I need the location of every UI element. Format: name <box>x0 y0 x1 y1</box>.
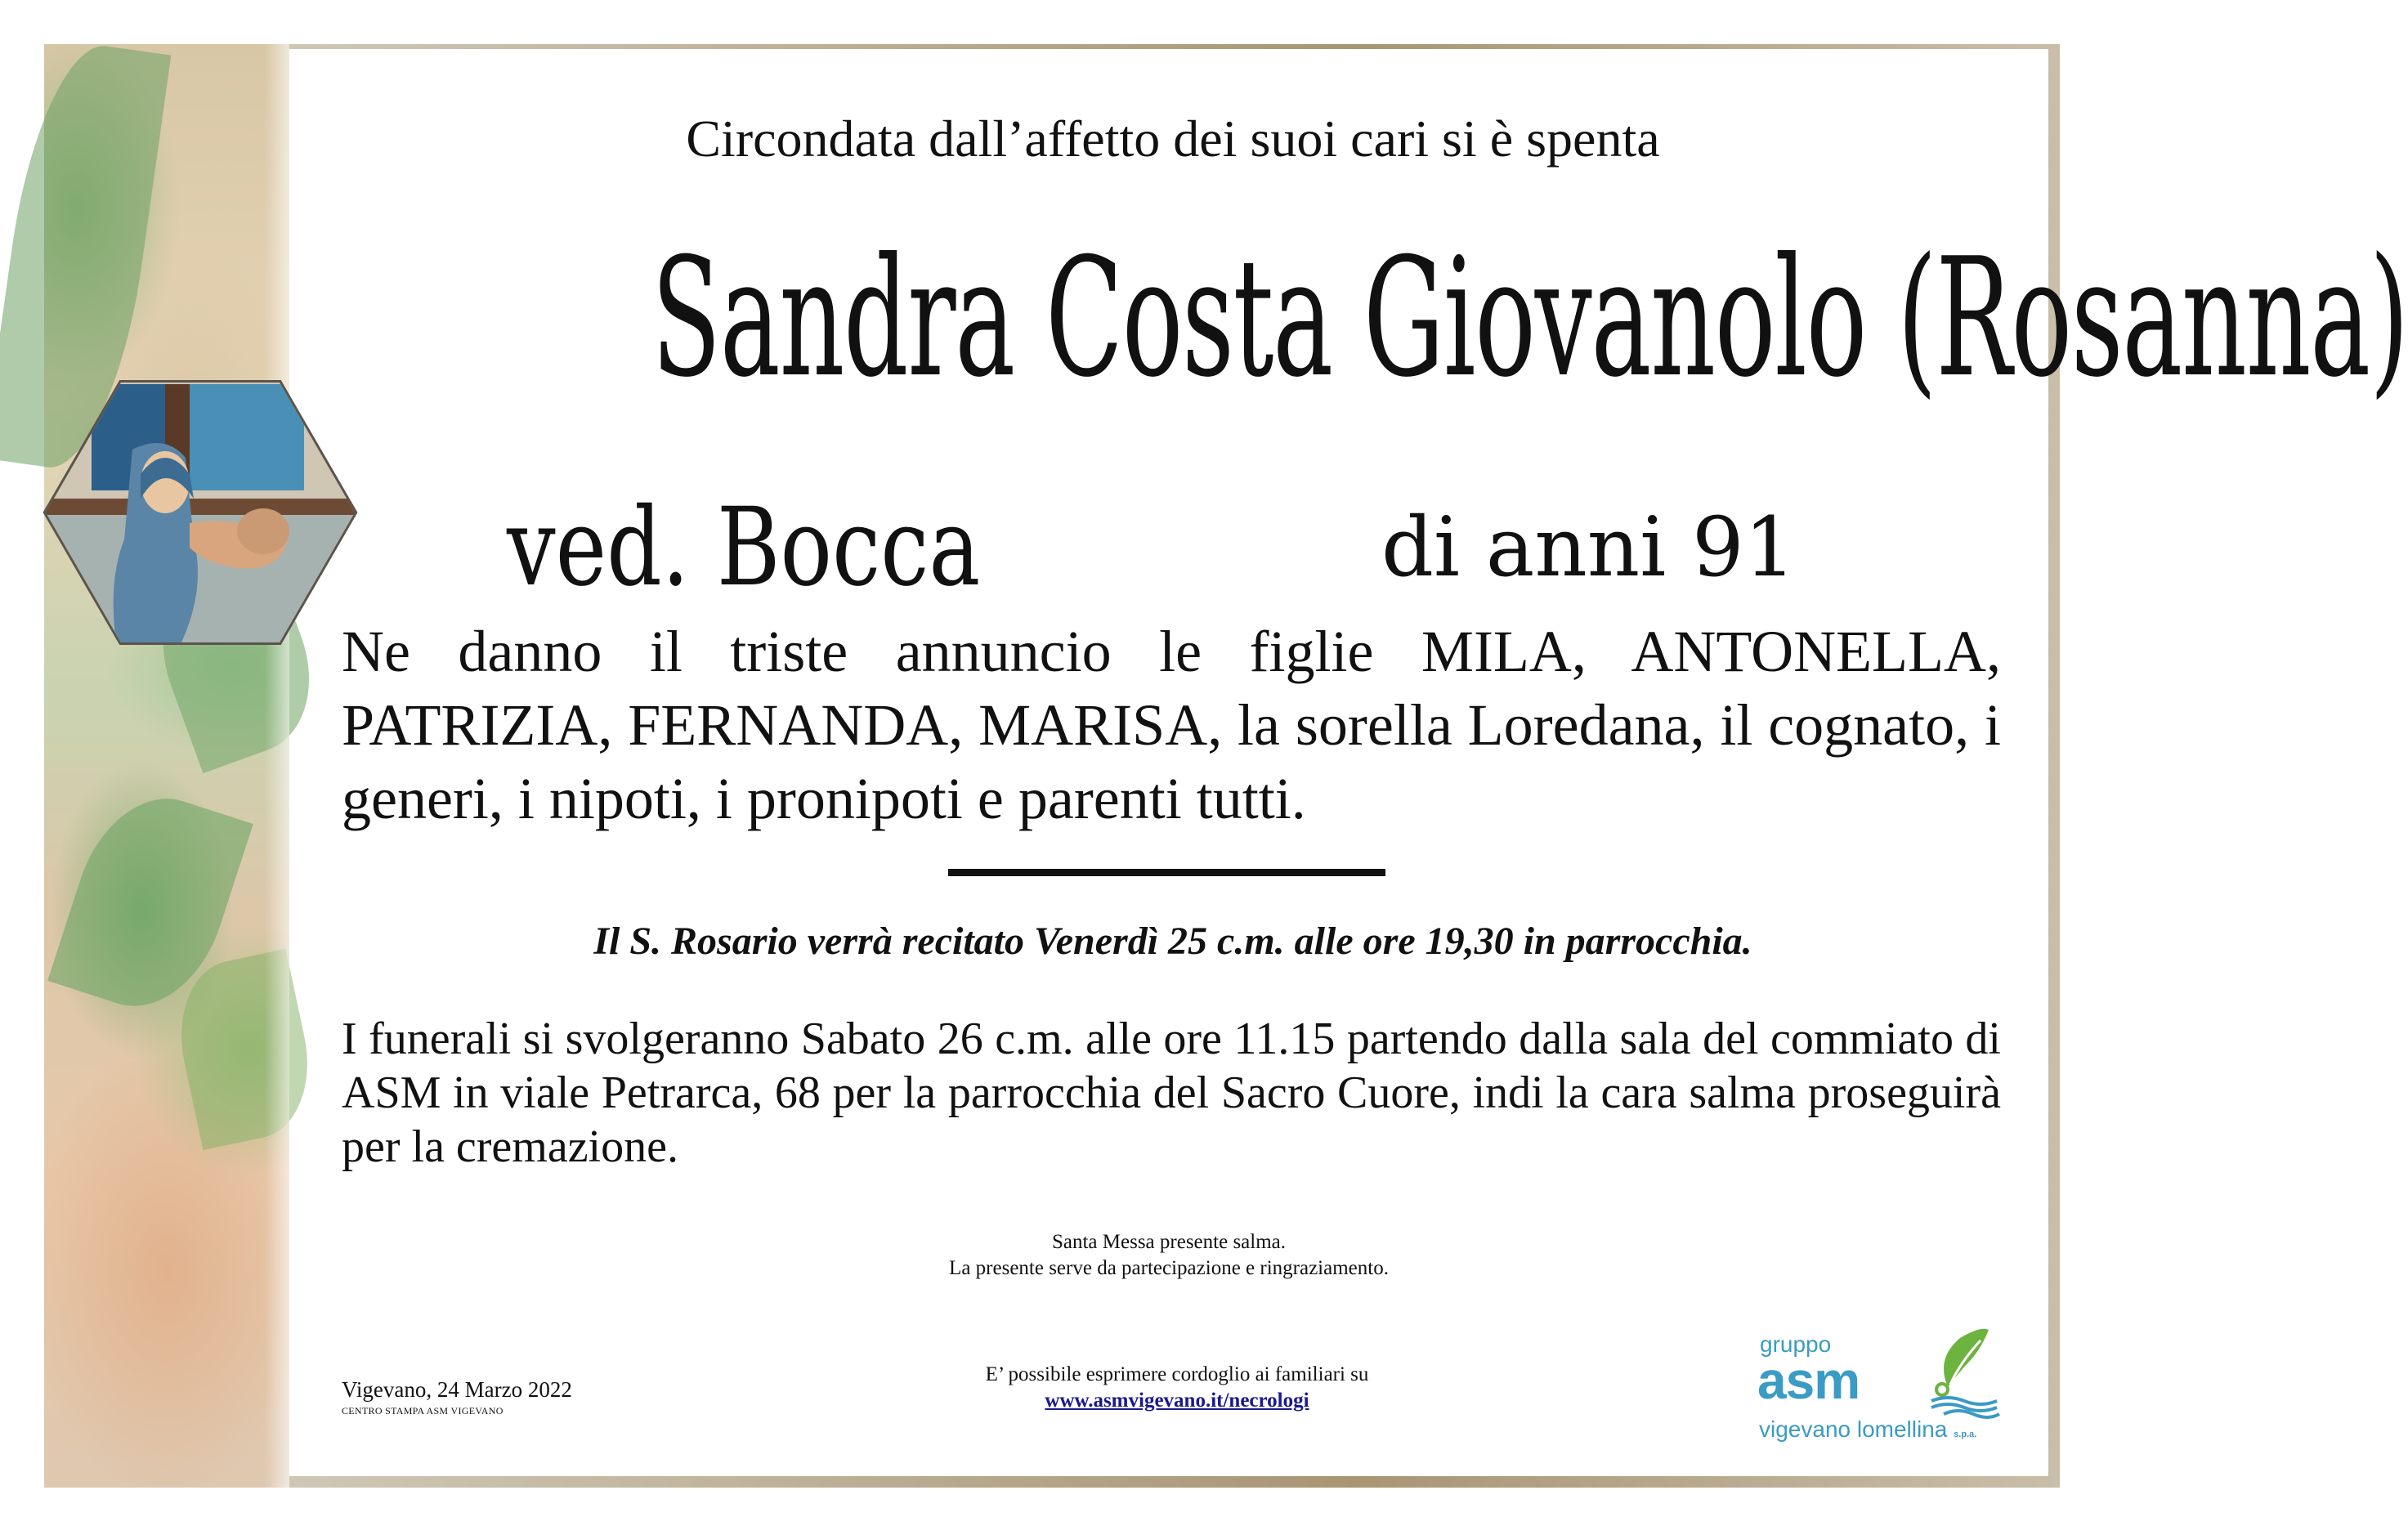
printer-credit: CENTRO STAMPA ASM VIGEVANO <box>342 1405 504 1416</box>
condolence-link[interactable]: www.asmvigevano.it/necrologi <box>1045 1390 1309 1412</box>
intro-line: Circondata dall’affetto dei suoi cari si è spenta <box>686 110 1660 168</box>
deceased-name: Sandra Costa Giovanolo (Rosanna) <box>651 223 2408 414</box>
mass-notice <box>817 1229 1520 1282</box>
thanks-line: La presente serve da partecipazione e ringraziamento. <box>949 1257 1389 1279</box>
widow-of: ved. Bocca <box>507 485 981 611</box>
condolence-text: E’ possibile esprimere cordoglio ai familiari su <box>985 1363 1369 1385</box>
divider-line <box>948 869 1385 876</box>
decorative-side-panel <box>44 44 289 1488</box>
pieta-hexagon-icon <box>43 376 358 649</box>
asm-logo <box>1757 1322 2003 1453</box>
logo-subtitle <box>1759 1417 1976 1447</box>
age: di anni 91 <box>1381 499 1797 595</box>
logo-gruppo: gruppo <box>1760 1331 1832 1357</box>
logo-region: vigevano lomellina <box>1759 1416 1948 1442</box>
family-announcement: Ne danno il triste annuncio le figlie MILA, ANTONELLA, PATRIZIA, FERNANDA, MARISA, la sorella Loredana, il cognato, i generi, i nipoti, i pronipoti e parenti tutti. <box>342 619 2001 831</box>
place-date: Vigevano, 24 Marzo 2022 <box>342 1377 572 1402</box>
logo-spa: s.p.a. <box>1954 1430 1977 1439</box>
rosary-notice: Il S. Rosario verrà recitato Venerdì 25 c.m. alle ore 19,30 in parrocchia. <box>593 920 1752 963</box>
leaf-wave-logo-icon <box>1911 1326 2001 1416</box>
logo-asm: asm <box>1757 1351 1860 1410</box>
funeral-details: I funerali si svolgeranno Sabato 26 c.m. alle ore 11.15 partendo dalla sala del commiato di ASM in viale Petrarca, 68 per la parrocchia del Sacro Cuore, indi la cara salma proseguirà per la cremazione. <box>342 1014 2001 1172</box>
mass-line: Santa Messa presente salma. <box>1051 1231 1287 1253</box>
